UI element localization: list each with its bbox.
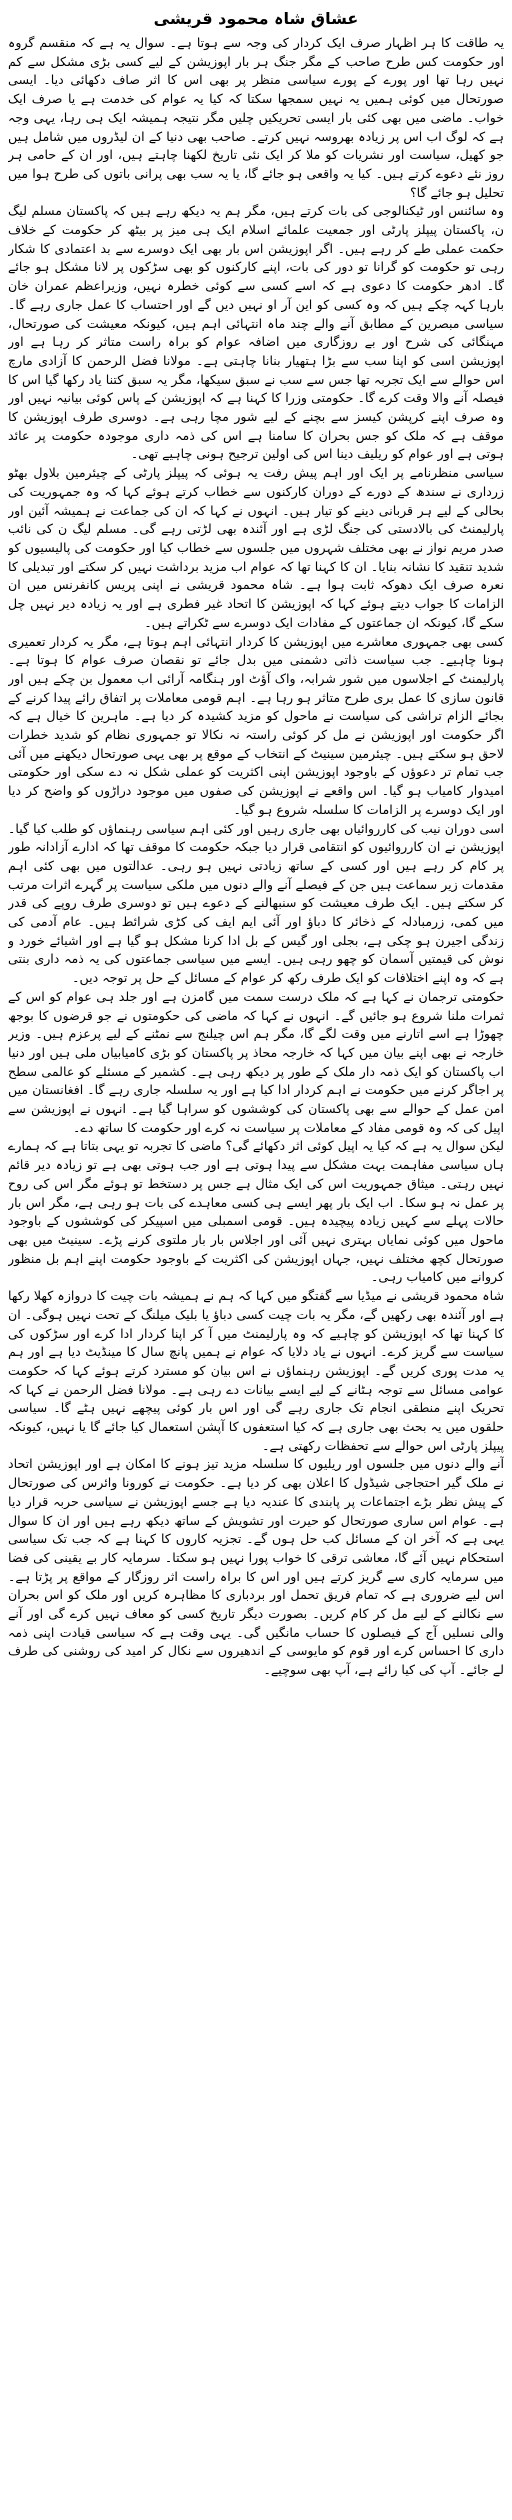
article-body bbox=[8, 34, 504, 2512]
paragraph: آنے والے دنوں میں جلسوں اور ریلیوں کا سلسلہ مزید تیز ہونے کا امکان ہے اور اپوزیشن اتحاد نے ملک گیر احتجاجی شیڈول کا اعلان بھی کر دیا ہے۔ حکومت نے کورونا وائرس کی صورتحال کے پیش نظر بڑے اجتماعات پر پابندی کا عندیہ دیا ہے جسے اپوزیشن نے سیاسی حربہ قرار دیا ہے۔ عوام اس ساری صورتحال کو حیرت اور تشویش کے ساتھ دیکھ رہے ہیں اور ان کا سوال یہی ہے کہ آخر ان کے مسائل کب حل ہوں گے۔ تجزیہ کاروں کا کہنا ہے کہ جب تک سیاسی استحکام نہیں آئے گا، معاشی ترقی کا خواب پورا نہیں ہو سکتا۔ سرمایہ کار بے یقینی کی فضا میں سرمایہ کاری سے گریز کرتے ہیں اور اس کا براہ راست اثر روزگار کے مواقع پر پڑتا ہے۔ اس لیے ضروری ہے کہ تمام فریق تحمل اور بردباری کا مظاہرہ کریں اور ملک کو اس بحران سے نکالنے کے لیے مل کر کام کریں۔ بصورت دیگر تاریخ کسی کو معاف نہیں کرے گی اور آنے والی نسلیں آج کے فیصلوں کا حساب مانگیں گی۔ یہی وقت ہے کہ سیاسی قیادت اپنی ذمہ داری کا احساس کرے اور قوم کو مایوسی کے اندھیروں سے نکال کر امید کی روشنی کی طرف لے جائے۔ آپ کی کیا رائے ہے، آپ بھی سوچیے۔ bbox=[8, 1456, 504, 1678]
paragraph: حکومتی ترجمان نے کہا ہے کہ ملک درست سمت میں گامزن ہے اور جلد ہی عوام کو اس کے ثمرات ملنا شروع ہو جائیں گے۔ انہوں نے کہا کہ ماضی کی حکومتوں نے جو قرضوں کا بوجھ چھوڑا ہے اسے اتارنے میں وقت لگے گا، مگر ہم اس چیلنج سے نمٹنے کے لیے پرعزم ہیں۔ وزیر خارجہ نے بھی اپنے بیان میں کہا کہ خارجہ محاذ پر پاکستان کو بڑی کامیابیاں ملی ہیں اور دنیا اب پاکستان کو ایک ذمہ دار ملک کے طور پر دیکھ رہی ہے۔ کشمیر کے مسئلے کو عالمی سطح پر اجاگر کرنے میں حکومت نے اہم کردار ادا کیا ہے اور یہ سلسلہ جاری رہے گا۔ افغانستان میں امن عمل کے حوالے سے بھی پاکستان کی کوششوں کو سراہا گیا ہے۔ انہوں نے اپوزیشن سے اپیل کی کہ وہ قومی مفاد کے معاملات پر سیاست نہ کرے اور حکومت کا ساتھ دے۔ bbox=[8, 988, 504, 1135]
paragraph: سیاسی منظرنامے پر ایک اور اہم پیش رفت یہ ہوئی کہ پیپلز پارٹی کے چیئرمین بلاول بھٹو زرداری نے سندھ کے دورے کے دوران کارکنوں سے خطاب کرتے ہوئے کہا کہ وہ جمہوریت کی بحالی کے لیے ہر قربانی دینے کو تیار ہیں۔ انہوں نے کہا کہ ان کی جماعت نے ہمیشہ آئین اور پارلیمنٹ کی بالادستی کی جنگ لڑی ہے اور آئندہ بھی لڑتی رہے گی۔ مسلم لیگ ن کی نائب صدر مریم نواز نے بھی مختلف شہروں میں جلسوں سے خطاب کیا اور حکومت کی پالیسیوں کو شدید تنقید کا نشانہ بنایا۔ ان کا کہنا تھا کہ عوام اب مزید برداشت نہیں کر سکتے اور تبدیلی کا نعرہ صرف ایک دھوکہ ثابت ہوا ہے۔ شاہ محمود قریشی نے اپنی پریس کانفرنس میں ان الزامات کا جواب دیتے ہوئے کہا کہ اپوزیشن کا اتحاد غیر فطری ہے اور یہ زیادہ دیر نہیں چل سکے گا، کیونکہ ان جماعتوں کے مفادات ایک دوسرے سے ٹکراتے ہیں۔ bbox=[8, 465, 504, 630]
paragraph: کسی بھی جمہوری معاشرے میں اپوزیشن کا کردار انتہائی اہم ہوتا ہے، مگر یہ کردار تعمیری ہونا چاہیے۔ جب سیاست ذاتی دشمنی میں بدل جائے تو نقصان صرف عوام کا ہوتا ہے۔ پارلیمنٹ کے اجلاسوں میں شور شرابہ، واک آؤٹ اور ہنگامہ آرائی اب معمول بن چکے ہیں اور قانون سازی کا عمل بری طرح متاثر ہو رہا ہے۔ اہم قومی معاملات پر اتفاق رائے پیدا کرنے کے بجائے الزام تراشی کی سیاست نے ماحول کو مزید کشیدہ کر دیا ہے۔ ماہرین کا خیال ہے کہ اگر حکومت اور اپوزیشن نے مل کر کوئی راستہ نہ نکالا تو جمہوری نظام کو شدید خطرات لاحق ہو سکتے ہیں۔ چیئرمین سینیٹ کے انتخاب کے موقع پر بھی یہی صورتحال دیکھنے میں آئی جب تمام تر دعوؤں کے باوجود اپوزیشن اپنی اکثریت کو عملی شکل نہ دے سکی اور حکومتی امیدوار کامیاب ہو گیا۔ اس واقعے نے اپوزیشن کی صفوں میں موجود دراڑوں کو واضح کر دیا اور ایک دوسرے پر الزامات کا سلسلہ شروع ہو گیا۔ bbox=[8, 633, 504, 817]
paragraph: لیکن سوال یہ ہے کہ کیا یہ اپیل کوئی اثر دکھائے گی؟ ماضی کا تجربہ تو یہی بتاتا ہے کہ ہمارے ہاں سیاسی مفاہمت بہت مشکل سے پیدا ہوتی ہے اور جب ہوتی بھی ہے تو زیادہ دیر قائم نہیں رہتی۔ میثاق جمہوریت اس کی ایک مثال ہے جس پر دستخط تو ہوئے مگر اس کی روح پر عمل نہ ہو سکا۔ اب ایک بار پھر ایسے ہی کسی معاہدے کی بات ہو رہی ہے، مگر اس بار حالات پہلے سے کہیں زیادہ پیچیدہ ہیں۔ قومی اسمبلی میں اسپیکر کی کوششوں کے باوجود ماحول میں کوئی نمایاں بہتری نہیں آئی اور اجلاس بار بار ملتوی کرنے پڑے۔ سینیٹ میں بھی صورتحال کچھ مختلف نہیں، جہاں اپوزیشن کی اکثریت کے باوجود حکومت اپنے اہم بل منظور کروانے میں کامیاب رہی۔ bbox=[8, 1138, 504, 1285]
paragraph: وہ سائنس اور ٹیکنالوجی کی بات کرتے ہیں، مگر ہم یہ دیکھ رہے ہیں کہ پاکستان مسلم لیگ ن، پاکستان پیپلز پارٹی اور جمعیت علمائے اسلام ایک ہی میز پر بیٹھ کر حکومت کے خلاف حکمت عملی طے کر رہے ہیں۔ اگر اپوزیشن اس بار بھی ایک دوسرے سے بد اعتمادی کا شکار رہی تو حکومت کو گرانا تو دور کی بات، اپنے کارکنوں کو بھی سڑکوں پر لانا مشکل ہو جائے گا۔ ادھر حکومت کا دعوی ہے کہ اسے کسی سے کوئی خطرہ نہیں، وزیراعظم عمران خان بارہا کہہ چکے ہیں کہ وہ کسی کو این آر او نہیں دیں گے اور احتساب کا عمل جاری رہے گا۔ سیاسی مبصرین کے مطابق آنے والے چند ماہ انتہائی اہم ہیں، کیونکہ معیشت کی صورتحال، مہنگائی کی شرح اور بے روزگاری میں اضافہ عوام کو براہ راست متاثر کر رہا ہے اور اپوزیشن اسی کو اپنا سب سے بڑا ہتھیار بنانا چاہتی ہے۔ مولانا فضل الرحمن کا آزادی مارچ اس حوالے سے ایک تجربہ تھا جس سے سب نے سبق سیکھا، مگر یہ سبق کتنا یاد رکھا گیا اس کا فیصلہ آنے والا وقت کرے گا۔ حکومتی وزرا کا کہنا ہے کہ اپوزیشن کے پاس کوئی بیانیہ نہیں اور وہ صرف اپنے کرپشن کیسز سے بچنے کے لیے شور مچا رہی ہے۔ دوسری طرف اپوزیشن کا موقف ہے کہ ملک کو جس بحران کا سامنا ہے اس کی ذمہ داری موجودہ حکومت پر عائد ہوتی ہے اور عوام کو ریلیف دینا اس کی اولین ترجیح ہونی چاہیے تھی۔ bbox=[8, 203, 504, 462]
byline: عشاق شاہ محمود قریشی bbox=[153, 9, 359, 28]
paragraph: یہ طاقت کا ہر اظہار صرف ایک کردار کی وجہ سے ہوتا ہے۔ سوال یہ ہے کہ منقسم گروہ اور حکومت کس طرح صاحب کے مگر جنگ ہر بار اپوزیشن کے لیے کسی بڑی مشکل سے کم نہیں رہا تھا اور پورے کے پورے سیاسی منظر پر بھی اس کا اثر صاف دکھائی دیا۔ ایسی صورتحال میں کوئی ہمیں یہ نہیں سمجھا سکتا کہ کیا یہ عوام کی خدمت ہے یا صرف ایک خواب۔ ماضی میں بھی کئی بار ایسی تحریکیں چلیں مگر نتیجہ ہمیشہ ایک ہی رہا، یہی وجہ ہے کہ لوگ اب اس پر زیادہ بھروسہ نہیں کرتے۔ صاحب بھی دنیا کے ان لیڈروں میں شامل ہیں جو کھیل، سیاست اور نشریات کو ملا کر ایک نئی تاریخ لکھنا چاہتے ہیں، اور ان کے حامی ہر روز نئے دعوے کرتے ہیں۔ کیا یہ واقعی ہو جائے گا، یا یہ سب بھی پرانی باتوں کی طرح ہوا میں تحلیل ہو جائے گا؟ bbox=[8, 35, 504, 200]
paragraph: اسی دوران نیب کی کارروائیاں بھی جاری رہیں اور کئی اہم سیاسی رہنماؤں کو طلب کیا گیا۔ اپوزیشن نے ان کارروائیوں کو انتقامی قرار دیا جبکہ حکومت کا موقف تھا کہ ادارے آزادانہ طور پر کام کر رہے ہیں اور کسی کے ساتھ زیادتی نہیں ہو رہی۔ عدالتوں میں بھی کئی اہم مقدمات زیر سماعت ہیں جن کے فیصلے آنے والے دنوں میں ملکی سیاست پر گہرے اثرات مرتب کر سکتے ہیں۔ ایک طرف معیشت کو سنبھالنے کے دعوے ہیں تو دوسری طرف روپے کی قدر میں کمی، زرمبادلہ کے ذخائر کا دباؤ اور آئی ایم ایف کی کڑی شرائط ہیں۔ عام آدمی کی زندگی اجیرن ہو چکی ہے، بجلی اور گیس کے بل ادا کرنا مشکل ہو گیا ہے اور اشیائے خورد و نوش کی قیمتیں آسمان کو چھو رہی ہیں۔ ایسے میں سیاسی جماعتوں کی یہ ذمہ داری بنتی ہے کہ وہ اپنے اختلافات کو ایک طرف رکھ کر عوام کے مسائل کے حل پر توجہ دیں۔ bbox=[8, 820, 504, 986]
paragraph: شاہ محمود قریشی نے میڈیا سے گفتگو میں کہا کہ ہم نے ہمیشہ بات چیت کا دروازہ کھلا رکھا ہے اور آئندہ بھی رکھیں گے، مگر یہ بات چیت کسی دباؤ یا بلیک میلنگ کے تحت نہیں ہوگی۔ ان کا کہنا تھا کہ اپوزیشن کو چاہیے کہ وہ پارلیمنٹ میں آ کر اپنا کردار ادا کرے اور سڑکوں کی سیاست سے گریز کرے۔ انہوں نے یاد دلایا کہ عوام نے ہمیں پانچ سال کا مینڈیٹ دیا ہے اور ہم یہ مدت پوری کریں گے۔ اپوزیشن رہنماؤں نے اس بیان کو مسترد کرتے ہوئے کہا کہ حکومت عوامی مسائل سے توجہ ہٹانے کے لیے ایسے بیانات دے رہی ہے۔ مولانا فضل الرحمن نے کہا کہ تحریک اپنے منطقی انجام تک جاری رہے گی اور اس بار کوئی پیچھے نہیں ہٹے گا۔ سیاسی حلقوں میں یہ بحث بھی جاری ہے کہ کیا استعفوں کا آپشن استعمال کیا جائے گا یا نہیں، کیونکہ پیپلز پارٹی اس حوالے سے تحفظات رکھتی ہے۔ bbox=[8, 1288, 504, 1453]
